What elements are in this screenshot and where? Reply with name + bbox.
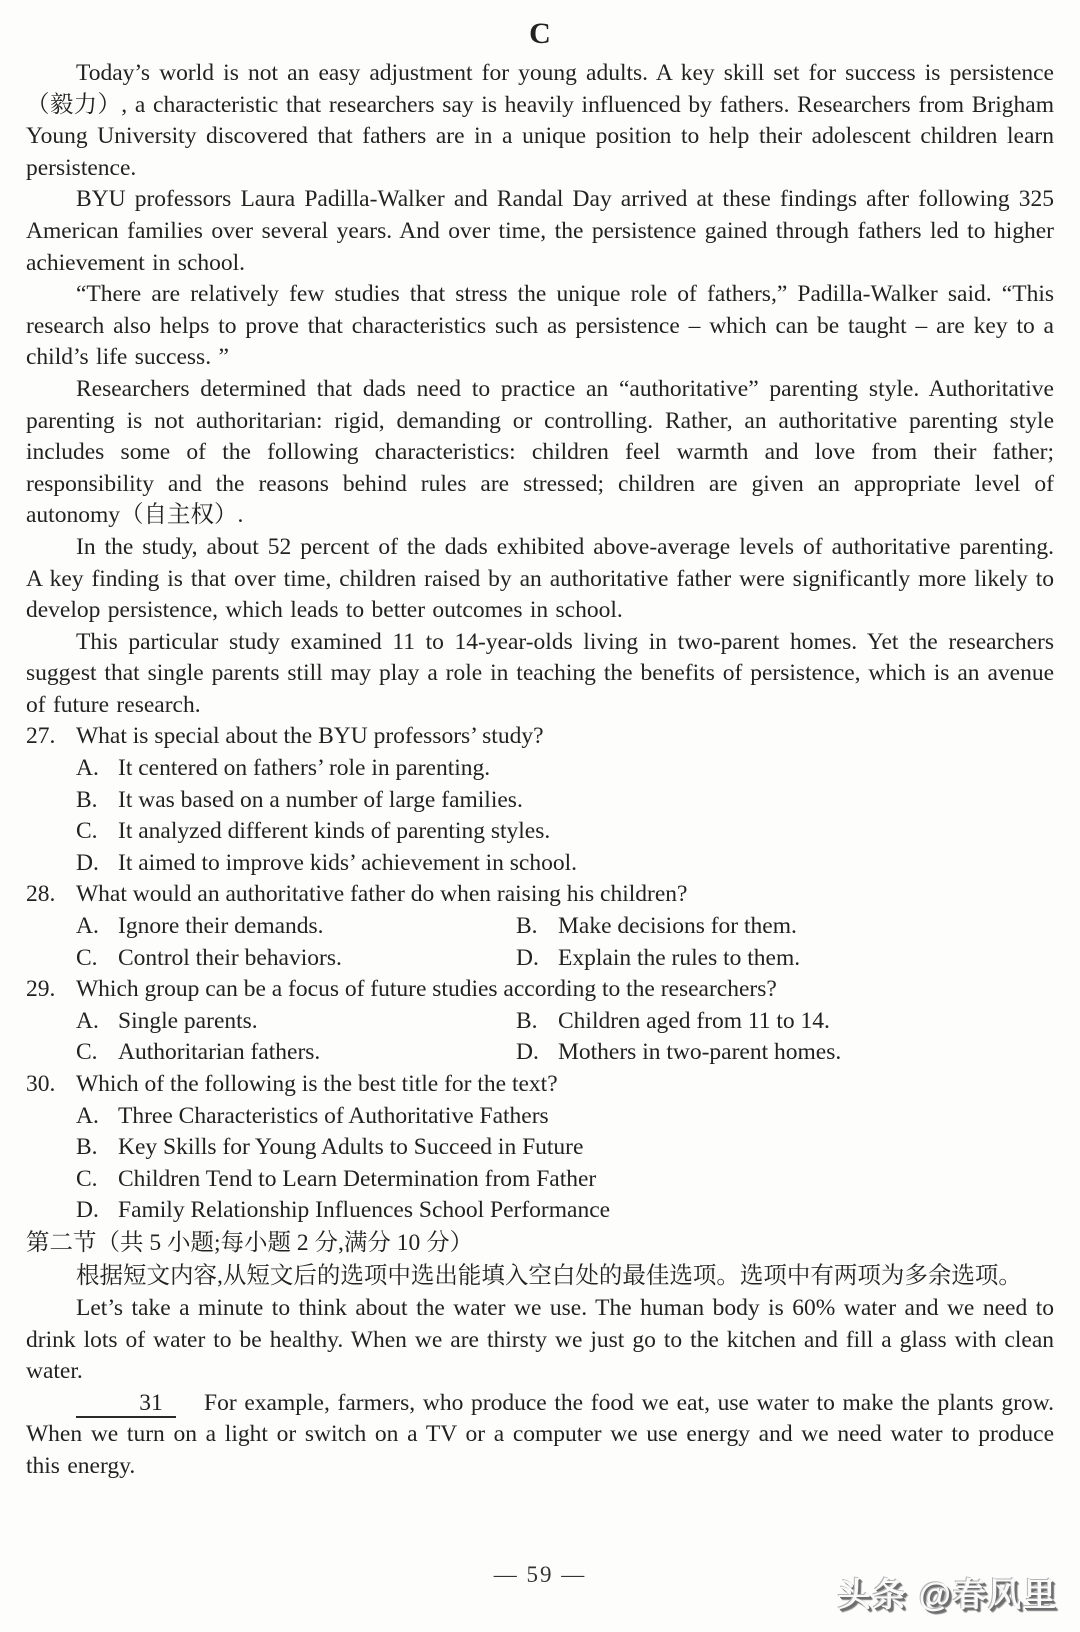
option-text: Three Characteristics of Authoritative Fathers: [118, 1102, 549, 1129]
option-label: D.: [516, 944, 539, 971]
question-28-options: [26, 911, 1054, 974]
question-number: 28.: [26, 881, 56, 908]
passage-paragraph-6: This particular study examined 11 to 14-year-olds living in two-parent homes. Yet the researchers suggest that single parents still may play a role in teaching the benefits of persistence, which is an avenue of future research.: [26, 628, 1054, 718]
option-text: Key Skills for Young Adults to Succeed in Future: [118, 1134, 584, 1161]
question-number: 30.: [26, 1071, 56, 1097]
question-text: Which group can be a focus of future studies according to the researchers?: [76, 976, 777, 1003]
option-label: C.: [76, 944, 98, 971]
question-28: [26, 879, 1054, 974]
question-text: Which of the following is the best title for the text?: [76, 1071, 558, 1097]
option-30-B: [26, 1132, 1054, 1164]
option-label: A.: [76, 755, 99, 782]
option-text: Control their behaviors.: [118, 944, 342, 971]
option-28-D: [516, 943, 1054, 975]
cloze-blank-31: [76, 1390, 176, 1418]
section2-heading: 第二节（共 5 小题;每小题 2 分,满分 10 分）: [26, 1229, 474, 1256]
option-text: It aimed to improve kids’ achievement in school.: [118, 849, 577, 876]
section2-instruction: 根据短文内容,从短文后的选项中选出能填入空白处的最佳选项。选项中有两项为多余选项。: [76, 1262, 1022, 1289]
option-label: D.: [76, 1197, 99, 1224]
option-label: C.: [76, 1165, 98, 1192]
question-29-options: [26, 1006, 1054, 1069]
option-text: Mothers in two-parent homes.: [558, 1039, 842, 1066]
option-label: B.: [516, 1007, 538, 1034]
option-label: B.: [76, 786, 98, 813]
option-text: Single parents.: [118, 1007, 258, 1034]
option-text: Explain the rules to them.: [558, 944, 801, 971]
option-label: A.: [76, 913, 99, 940]
option-27-D: [26, 848, 1054, 880]
question-number: 27.: [26, 723, 56, 750]
option-text: Make decisions for them.: [558, 913, 797, 940]
question-text: What would an authoritative father do when raising his children?: [76, 881, 688, 908]
option-text: Authoritarian fathers.: [118, 1039, 321, 1066]
option-text: Children Tend to Learn Determination from Father: [118, 1165, 597, 1192]
blank-number: 31: [139, 1389, 163, 1416]
option-27-A: [26, 753, 1054, 785]
option-label: A.: [76, 1007, 99, 1034]
option-text: Children aged from 11 to 14.: [558, 1007, 830, 1034]
option-label: C.: [76, 1039, 98, 1066]
question-27: [26, 721, 1054, 879]
question-29-stem: [26, 974, 1054, 1006]
passage-paragraph-5: In the study, about 52 percent of the dads exhibited above-average levels of authoritative parenting. A key finding is that over time, children raised by an authoritative father were significantly more likely to develop persistence, which leads to better outcomes in school.: [26, 533, 1054, 624]
water-passage-paragraph-1: Let’s take a minute to think about the water we use. The human body is 60% water and we need to drink lots of water to be healthy. When we are thirsty we just go to the kitchen and fill a glass with clean water.: [26, 1294, 1054, 1385]
option-27-C: [26, 816, 1054, 848]
option-label: B.: [516, 913, 538, 940]
question-28-stem: [26, 879, 1054, 911]
option-29-B: [516, 1006, 1054, 1038]
question-27-stem: [26, 721, 1054, 753]
watermark-text: 头条 @春风里: [837, 1576, 1058, 1613]
option-label: D.: [76, 849, 99, 876]
option-label: B.: [76, 1134, 98, 1161]
option-30-D: [26, 1195, 1054, 1227]
question-30-stem: [26, 1069, 1054, 1101]
passage-paragraph-2: BYU professors Laura Padilla-Walker and Randal Day arrived at these findings after following 325 American families over several years. And over time, the persistence gained through fathers led to higher achievement in school.: [26, 186, 1054, 276]
option-30-C: [26, 1164, 1054, 1196]
option-28-A: [76, 911, 516, 943]
option-28-C: [76, 943, 516, 975]
option-30-A: [26, 1101, 1054, 1133]
option-29-D: [516, 1037, 1054, 1069]
page-number: — 59 —: [493, 1562, 587, 1587]
water-passage-paragraph-2: [26, 1388, 1054, 1483]
option-text: Family Relationship Influences School Performance: [118, 1197, 611, 1224]
paragraph-text: For example, farmers, who produce the food we eat, use water to make the plants grow. When we turn on a light or switch on a TV or a computer we use energy and we need water to produce this energy.: [26, 1389, 1054, 1479]
option-29-A: [76, 1006, 516, 1038]
question-number: 29.: [26, 976, 56, 1003]
passage-section-label: C: [529, 17, 551, 50]
option-text: It was based on a number of large families.: [118, 786, 523, 813]
option-label: D.: [516, 1039, 539, 1066]
passage-paragraph-3: “There are relatively few studies that stress the unique role of fathers,” Padilla-Walker said. “This research also helps to prove that characteristics such as persistence – which can be taught – are key to a child’s life success. ”: [26, 281, 1054, 371]
option-28-B: [516, 911, 1054, 943]
option-label: C.: [76, 818, 98, 845]
passage-paragraph-1: Today’s world is not an easy adjustment for young adults. A key skill set for success is persistence（毅力）, a characteristic that researchers say is heavily influenced by fathers. Researchers from Brigham Young University discovered that fathers are in a unique position to help their adolescent children learn persistence.: [26, 60, 1054, 181]
question-30: [26, 1069, 1054, 1227]
option-text: It analyzed different kinds of parenting styles.: [118, 818, 551, 845]
option-text: It centered on fathers’ role in parenting.: [118, 755, 491, 782]
option-29-C: [76, 1037, 516, 1069]
passage-paragraph-4: Researchers determined that dads need to practice an “authoritative” parenting style. Authoritative parenting is not authoritarian: rigid, demanding or controlling. Rather, an authoritative parenting style includes some of the following characteristics: children feel warmth and love from their father; responsibility and the reasons behind rules are stressed; children are given an appropriate level of autonomy（自主权）.: [26, 375, 1054, 529]
question-text: What is special about the BYU professors’ study?: [76, 723, 544, 750]
option-27-B: [26, 785, 1054, 817]
option-label: A.: [76, 1102, 99, 1129]
option-text: Ignore their demands.: [118, 913, 324, 940]
question-29: [26, 974, 1054, 1069]
